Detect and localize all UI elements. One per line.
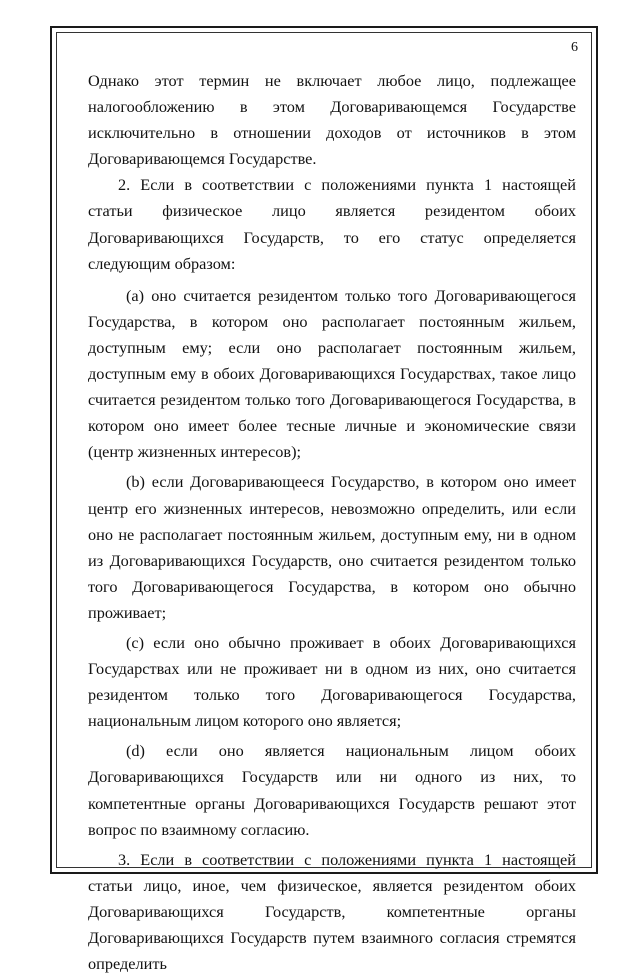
page-number: 6 bbox=[571, 40, 578, 55]
paragraph-2a: (a) оно считается резидентом только того Договаривающегося Государства, в котором оно располагает постоянным жильем, доступным ему; если оно располагает постоянным жильем, доступным ему в обоих Договаривающихся Государствах, такое лицо считается резидентом только того Договаривающегося Государства, в котором оно имеет более тесные личные и экономические связи (центр жизненных интересов); bbox=[88, 285, 576, 462]
paragraph-2d: (d) если оно является национальным лицом обоих Договаривающихся Государств или ни одного из них, то компетентные органы Договаривающихся Государств решают этот вопрос по взаимному согласию. bbox=[88, 741, 576, 839]
document-body bbox=[88, 68, 576, 977]
paragraph-2b: (b) если Договаривающееся Государство, в котором оно имеет центр его жизненных интересов, невозможно определить, или если оно не располагает постоянным жильем, доступным ему, ни в одном из Договаривающихся Государств, оно считается резидентом только того Договаривающегося Государства, в котором оно обычно проживает; bbox=[88, 472, 576, 622]
paragraph-2: 2. Если в соответствии с положениями пункта 1 настоящей статьи физическое лицо является резидентом обоих Договаривающихся Государств, то его статус определяется следующим образом: bbox=[88, 175, 576, 273]
paragraph-continuation: Однако этот термин не включает любое лицо, подлежащее налогообложению в этом Договаривающемся Государстве исключительно в отношении доходов от источников в этом Договаривающемся Государстве. bbox=[88, 71, 576, 169]
paragraph-2c: (c) если оно обычно проживает в обоих Договаривающихся Государствах или не проживает ни в одном из них, оно считается резидентом только того Договаривающегося Государства, национальным лицом которого оно является; bbox=[88, 632, 576, 731]
paragraph-3: 3. Если в соответствии с положениями пункта 1 настоящей статьи лицо, иное, чем физическое, является резидентом обоих Договаривающихся Государств, компетентные органы Договаривающихся Государств путем взаимного согласия стремятся определить bbox=[88, 849, 576, 974]
